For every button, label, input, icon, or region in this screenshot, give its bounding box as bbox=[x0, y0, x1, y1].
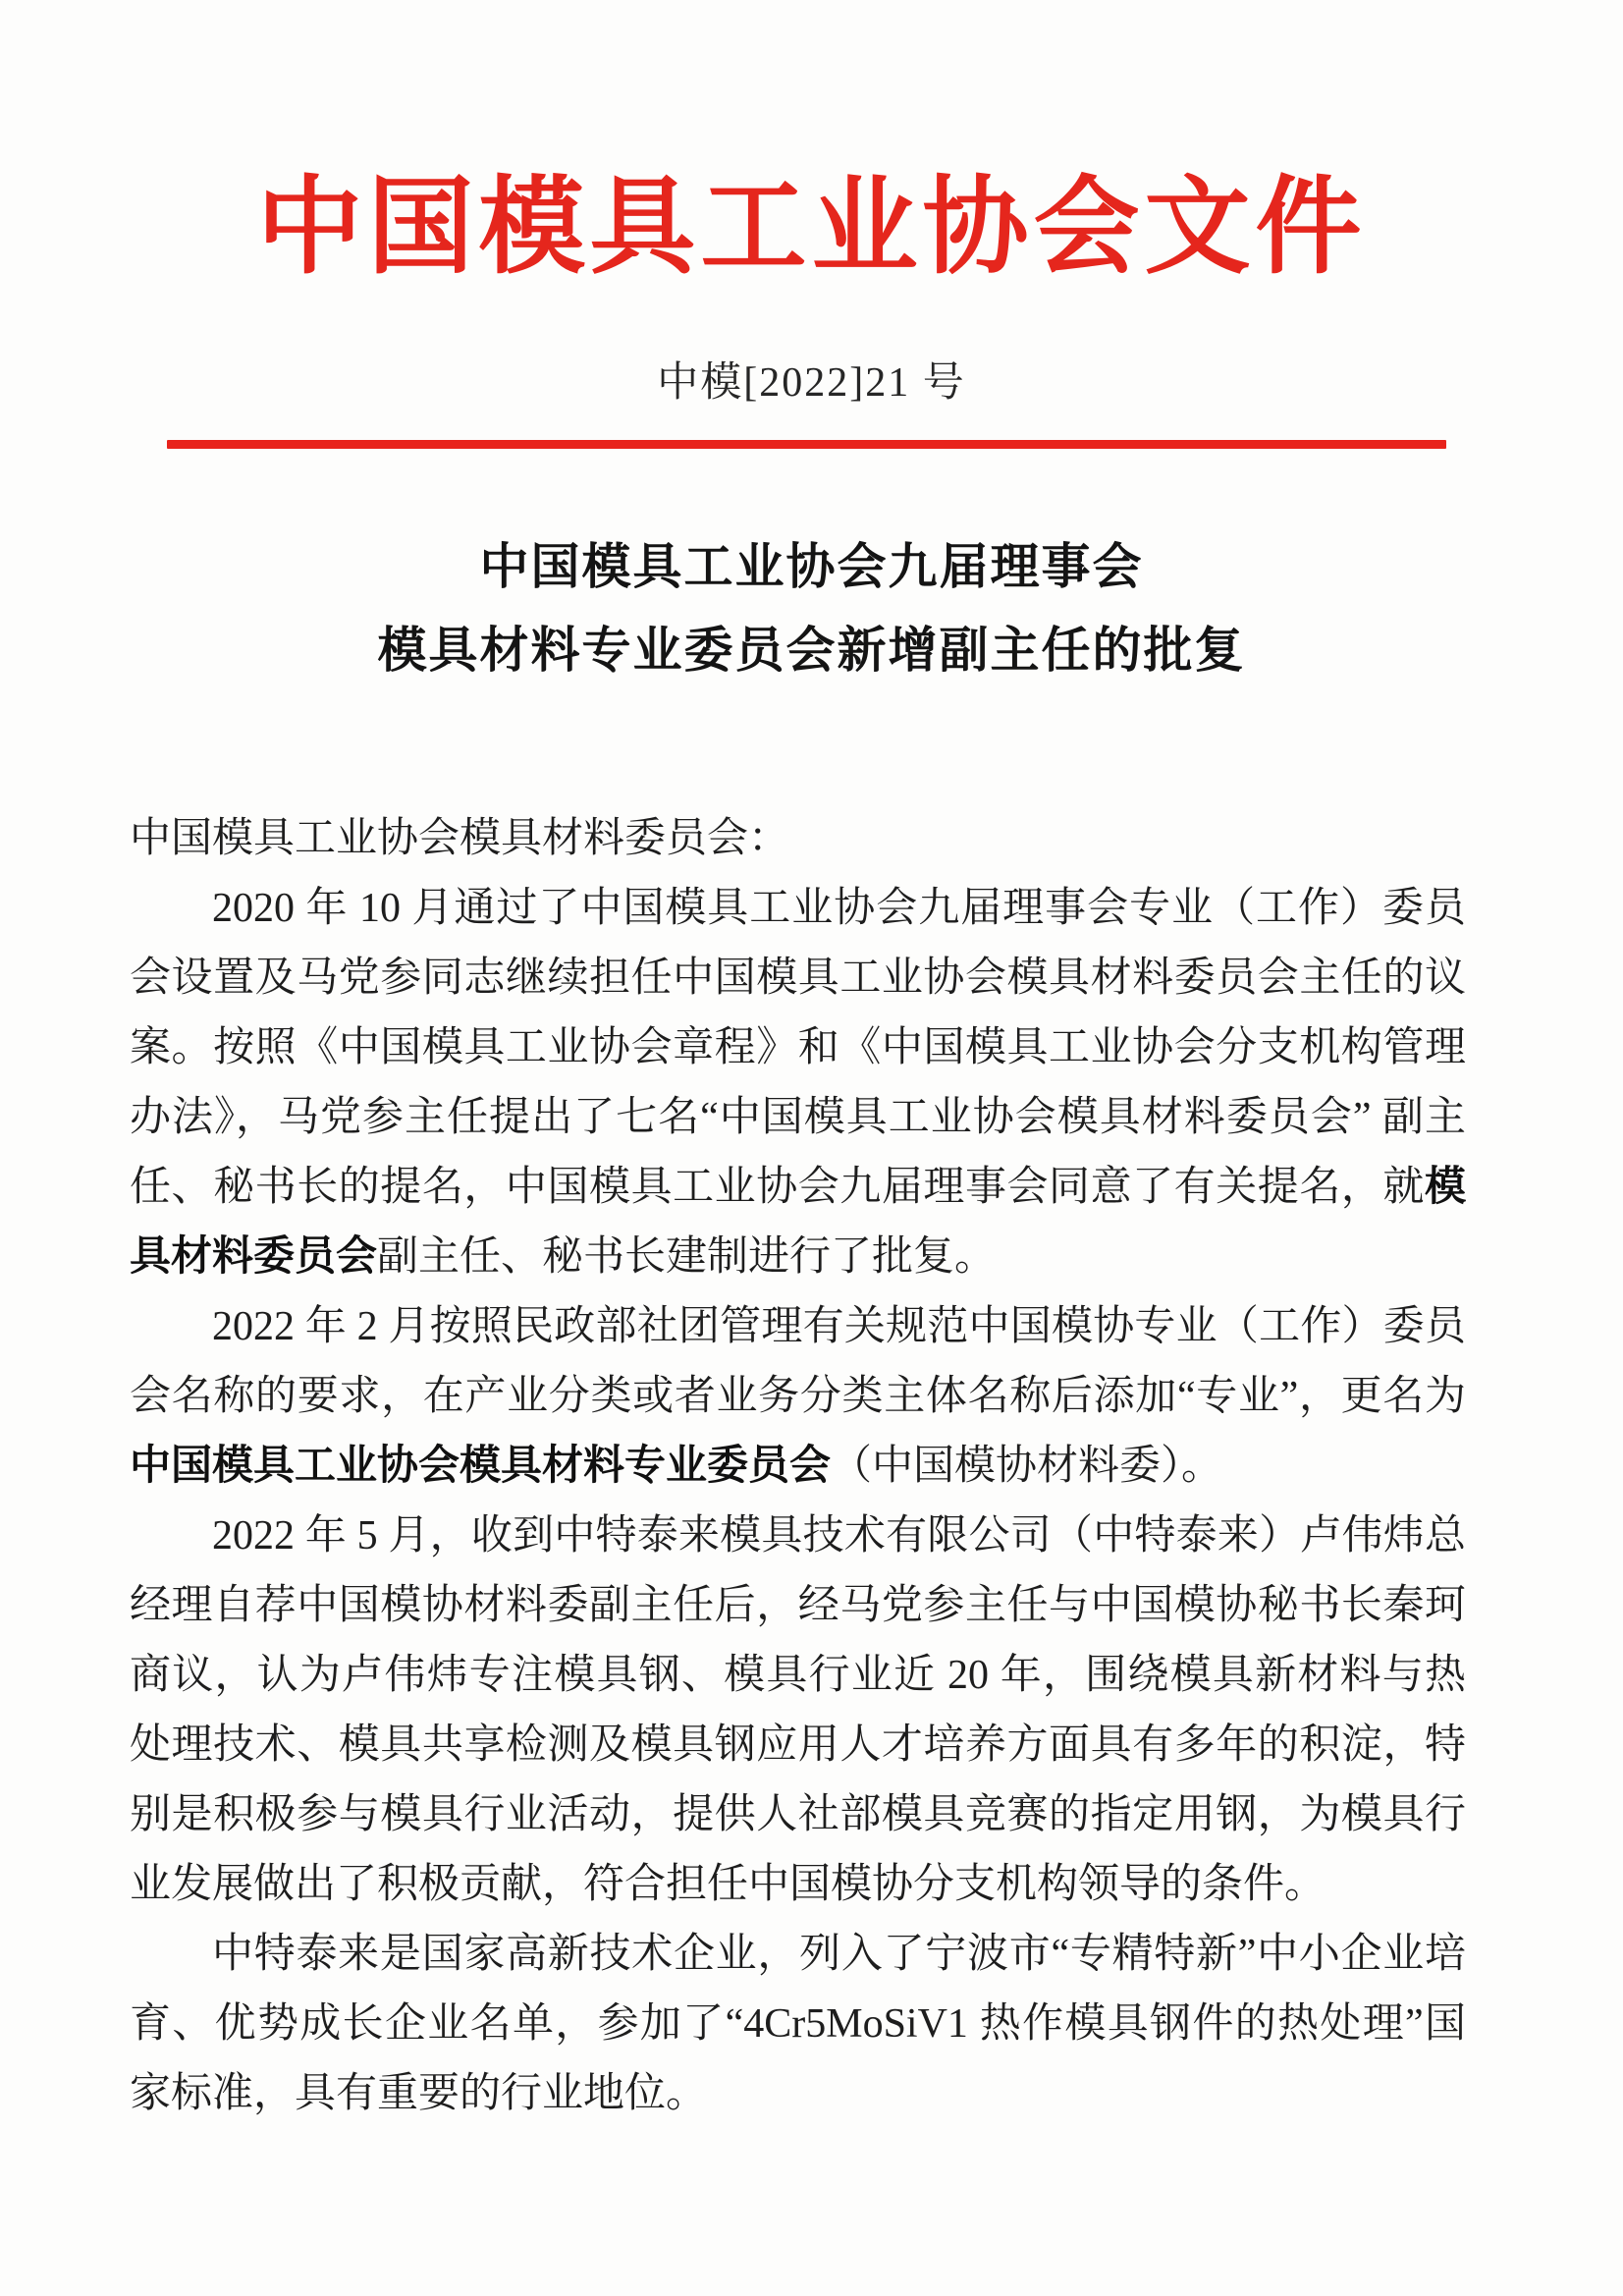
document-title bbox=[0, 525, 1623, 692]
salutation: 中国模具工业协会模具材料委员会： bbox=[130, 816, 790, 861]
letterhead-title: 中国模具工业协会文件 bbox=[256, 170, 1367, 287]
text-run: 2022 年 2 月按照民政部社团管理有关规范中国模协专业（工作）委员会名称的要求，在产业分类或者业务分类主体名称后添加“专业”，更名为 bbox=[130, 1304, 1466, 1419]
text-run: 2022 年 5 月，收到中特泰来模具技术有限公司（中特泰来）卢伟炜总经理自荐中国模协材料委副主任后，经马党参主任与中国模协秘书长秦珂商议，认为卢伟炜专注模具钢、模具行业近 20 年，围绕模具新材料与热处理技术、模具共享检测及模具钢应用人才培养方面具有多年的积淀，特别是积极参与模具行业活动，提供人社部模具竞赛的指定用钢，为模具行业发展做出了积极贡献，符合担任中国模协分支机构领导的条件。 bbox=[130, 1513, 1466, 1907]
body-paragraph bbox=[130, 1292, 1466, 1502]
text-run: 副主任、秘书长建制进行了批复。 bbox=[377, 1234, 997, 1280]
bold-text-run: 模具材料委员会 bbox=[130, 1165, 1466, 1280]
text-run: 2020 年 10 月通过了中国模具工业协会九届理事会专业（工作）委员会设置及马党参同志继续担任中国模具工业协会模具材料委员会主任的议案。按照《中国模具工业协会章程》和《中国模具工业协会分支机构管理办法》，马党参主任提出了七名“中国模具工业协会模具材料委员会” 副主任、秘书长的提名，中国模具工业协会九届理事会同意了有关提名，就 bbox=[130, 886, 1466, 1210]
document-body bbox=[130, 804, 1466, 2129]
document-title-line1: 中国模具工业协会九届理事会 bbox=[479, 539, 1144, 594]
document-title-line2: 模具材料专业委员会新增副主任的批复 bbox=[377, 623, 1246, 678]
document-number: 中模[2022]21 号 bbox=[657, 360, 966, 406]
body-paragraph bbox=[130, 1502, 1466, 1920]
red-divider-rule bbox=[167, 440, 1446, 449]
body-paragraph bbox=[130, 1920, 1466, 2129]
text-run: （中国模协材料委）。 bbox=[831, 1444, 1223, 1489]
body-paragraph bbox=[130, 874, 1466, 1292]
bold-text-run: 中国模具工业协会模具材料专业委员会 bbox=[130, 1444, 832, 1489]
text-run: 中特泰来是国家高新技术企业，列入了宁波市“专精特新”中小企业培育、优势成长企业名单，参加了“4Cr5MoSiV1 热作模具钢件的热处理”国家标准，具有重要的行业地位。 bbox=[130, 1932, 1466, 2116]
